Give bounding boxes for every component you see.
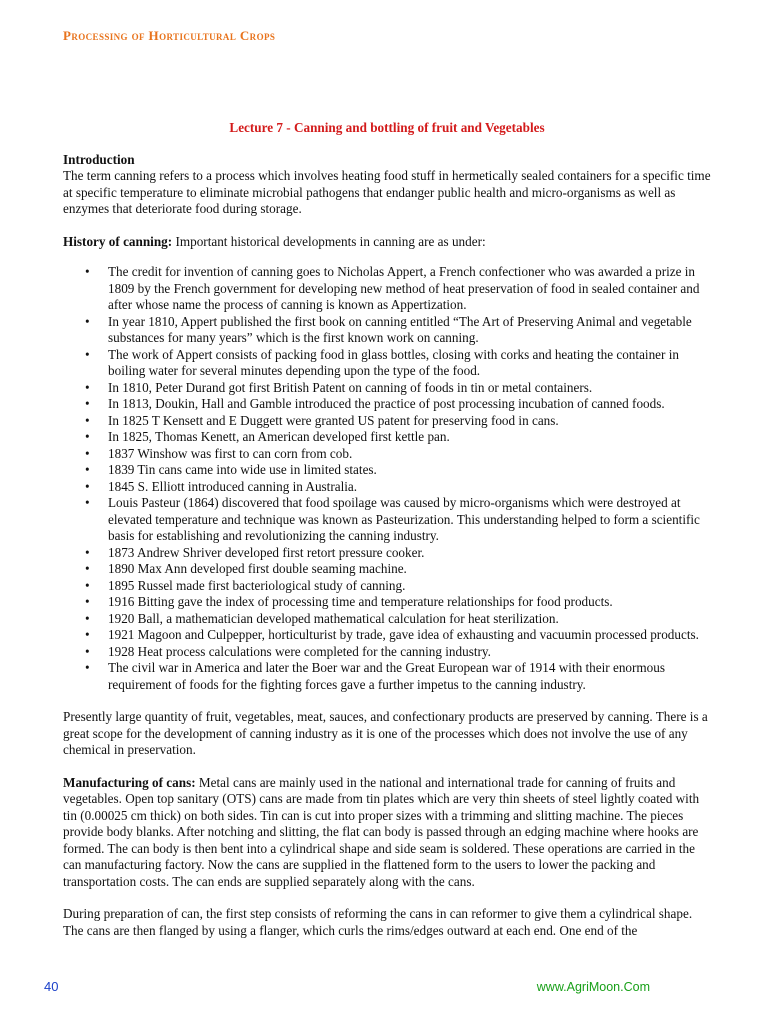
list-item-text: In 1825 T Kensett and E Duggett were granted US patent for preserving food in cans. (108, 412, 559, 428)
present-paragraph: Presently large quantity of fruit, vegetables, meat, sauces, and confectionary products are preserved by canning. There is a great scope for the development of canning industry as it is one of the processes which does not involve the use of any chemical in preservation. (63, 709, 708, 757)
list-item-text: 1845 S. Elliott introduced canning in Australia. (108, 478, 358, 494)
running-head: Processing of Horticultural Crops (63, 28, 276, 43)
bullet-icon: • (85, 643, 90, 659)
website-link[interactable]: www.AgriMoon.Com (536, 980, 650, 994)
history-intro (63, 234, 711, 251)
bullet-icon: • (85, 445, 90, 461)
list-item-text: In year 1810, Appert published the first book on canning entitled “The Art of Preserving Animal and vegetable substances for many years” which is the first known work on canning. (108, 313, 692, 345)
history-lead: Important historical developments in canning are as under: (172, 233, 486, 249)
list-item (63, 479, 711, 496)
manufacturing-text: Metal cans are mainly used in the national and international trade for canning of fruits and vegetables. Open top sanitary (OTS) cans are made from tin plates which are very thin sheets of steel lightly coated with tin (0.00025 cm thick) on both sides. Tin can is cut into proper sizes with a trimming and slitting machine. The pieces provide body blanks. After notching and slitting, the flat can body is passed through an edging machine where hooks are formed. The can body is then bent into a cylindrical shape and side seam is soldered. These operations are carried in the can manufacturing factory. Now the cans are supplied in the flattened form to the users to lower the packing and transportation costs. The can ends are supplied separately along with the cans. (63, 774, 700, 889)
introduction-heading: Introduction (63, 151, 135, 167)
lecture-title: Lecture 7 - Canning and bottling of fruit and Vegetables (229, 120, 545, 135)
list-item (63, 462, 711, 479)
bullet-icon: • (85, 577, 90, 593)
page-body (63, 120, 711, 939)
bullet-icon: • (85, 594, 90, 609)
list-item (63, 644, 711, 661)
list-item (63, 611, 711, 628)
list-item-text: The credit for invention of canning goes to Nicholas Appert, a French confectioner who was awarded a prize in 1809 by the French government for developing new method of heat preservation of food in sealed container and after whose name the process of canning is known as Appertization. (108, 264, 700, 312)
list-item-text: 1916 Bitting gave the index of processing time and temperature relationships for food products. (108, 594, 613, 609)
list-item (63, 446, 711, 463)
bullet-icon: • (85, 346, 90, 362)
list-item-text: 1921 Magoon and Culpepper, horticulturist by trade, gave idea of exhausting and vacuumin processed products. (108, 627, 699, 642)
list-item (63, 660, 711, 693)
list-item (63, 627, 711, 644)
list-item (63, 594, 711, 611)
list-item-text: In 1810, Peter Durand got first British Patent on canning of foods in tin or metal containers. (108, 379, 593, 395)
bullet-icon: • (85, 610, 90, 626)
bullet-icon: • (85, 429, 90, 444)
list-item (63, 380, 711, 397)
list-item-text: 1895 Russel made first bacteriological study of canning. (108, 577, 406, 593)
manufacturing-paragraph (63, 775, 711, 891)
list-item (63, 578, 711, 595)
introduction-text: The term canning refers to a process which involves heating food stuff in hermetically sealed containers for a specific time at specific temperature to eliminate microbial pathogens that endanger public health and micro-organisms as well as enzymes that deteriorate food during storage. (63, 168, 711, 216)
list-item-text: In 1813, Doukin, Hall and Gamble introduced the practice of post processing incubation of canned foods. (108, 396, 665, 411)
list-item-text: 1928 Heat process calculations were completed for the canning industry. (108, 643, 491, 659)
page-number: 40 (44, 979, 59, 994)
list-item-text: In 1825, Thomas Kenett, an American developed first kettle pan. (108, 429, 450, 444)
bullet-icon: • (85, 313, 90, 329)
bullet-icon: • (85, 379, 90, 395)
list-item (63, 264, 711, 314)
bullet-icon: • (85, 264, 90, 279)
list-item-text: 1837 Winshow was first to can corn from cob. (108, 445, 353, 461)
bullet-icon: • (85, 462, 90, 477)
history-list (63, 264, 711, 693)
list-item (63, 429, 711, 446)
bullet-icon: • (85, 627, 90, 642)
list-item-text: 1890 Max Ann developed first double seaming machine. (108, 561, 407, 576)
bullet-icon: • (85, 396, 90, 411)
bullet-icon: • (85, 495, 90, 510)
list-item (63, 561, 711, 578)
list-item (63, 314, 711, 347)
bullet-icon: • (85, 660, 90, 675)
list-item-text: Louis Pasteur (1864) discovered that food spoilage was caused by micro-organisms which were destroyed at elevated temperature and technique was known as Pasteurization. This understanding helped to form a scientific basis for establishing and revolutionizing the canning industry. (108, 495, 700, 543)
list-item-text: 1920 Ball, a mathematician developed mathematical calculation for heat sterilization. (108, 610, 559, 626)
bullet-icon: • (85, 544, 90, 560)
list-item-text: 1839 Tin cans came into wide use in limited states. (108, 462, 377, 477)
bullet-icon: • (85, 412, 90, 428)
list-item (63, 495, 711, 545)
manufacturing-heading: Manufacturing of cans: (63, 774, 196, 790)
history-heading: History of canning: (63, 233, 173, 249)
list-item-text: 1873 Andrew Shriver developed first retort pressure cooker. (108, 544, 425, 560)
bullet-icon: • (85, 561, 90, 576)
list-item (63, 347, 711, 380)
bullet-icon: • (85, 478, 90, 494)
list-item (63, 545, 711, 562)
preparation-paragraph: During preparation of can, the first step consists of reforming the cans in can reformer to give them a cylindrical shape. The cans are then flanged by using a flanger, which curls the rims/edges outward at each end. One end of the (63, 906, 693, 938)
list-item-text: The civil war in America and later the Boer war and the Great European war of 1914 with their enormous requirement of foods for the fighting forces gave a further impetus to the canning industry. (108, 660, 665, 692)
list-item (63, 396, 711, 413)
list-item (63, 413, 711, 430)
list-item-text: The work of Appert consists of packing food in glass bottles, closing with corks and heating the container in boiling water for several minutes depending upon the type of the food. (108, 346, 679, 378)
